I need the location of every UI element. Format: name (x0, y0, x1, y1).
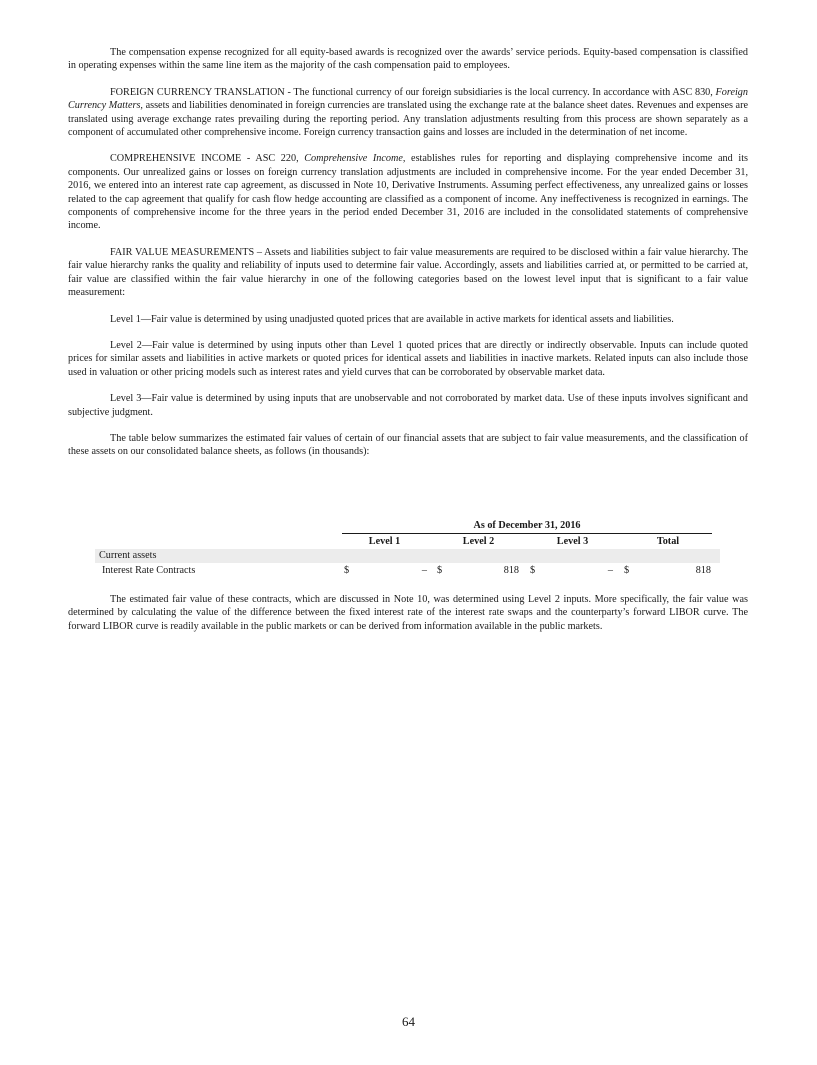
table-row (95, 563, 720, 577)
document-body-continued (68, 593, 748, 646)
currency-symbol-level-1: $ (344, 565, 350, 576)
fx-text-start: FOREIGN CURRENCY TRANSLATION - The functional currency of our foreign subsidiaries is the local currency. In accordance with ASC 830, (110, 86, 716, 98)
value-level-3: – (607, 565, 613, 576)
paragraph-table-intro: The table below summarizes the estimated fair values of certain of our financial assets that are subject to fair value measurements, and the classification of these assets on our consolidated balance sheets, as follows (in thousands): (68, 432, 748, 458)
fx-italic-term: Foreign Currency Matters (68, 86, 748, 112)
value-level-1: – (421, 565, 427, 576)
column-header-level-2: Level 2 (436, 535, 521, 550)
column-header-level-3: Level 3 (530, 535, 615, 550)
column-header-level-1: Level 1 (342, 535, 427, 550)
row-label-interest-rate-contracts: Interest Rate Contracts (102, 565, 196, 576)
ci-italic-term: Comprehensive Income, (304, 153, 406, 165)
paragraph-level-3: Level 3—Fair value is determined by using inputs that are unobservable and not corroborated by market data. Use of these inputs involves significant and subjective judgment. (68, 393, 748, 418)
column-header-total: Total (624, 535, 712, 550)
paragraph-fair-value-measurements: FAIR VALUE MEASUREMENTS – Assets and liabilities subject to fair value measurements are required to be disclosed within a fair value hierarchy. The fair value hierarchy ranks the quality and reliability of inputs used to determine fair value. Accordingly, assets and liabilities carried at, or permitted to be carried at, fair value are classified within the fair value hierarchy in one of the following categories based on the lowest level input that is significant to a fair value measurement: (68, 246, 748, 299)
paragraph-level-2: Level 2—Fair value is determined by using inputs other than Level 1 quoted prices that are directly or indirectly observable. Inputs can include quoted prices for similar assets and liabilities in active markets or quoted prices for identical assets and liabilities in inactive markets. Related inputs can also include those used in valuation or other pricing models such as interest rates and yield curves that can be corroborated by observable market data. (68, 339, 748, 378)
paragraph-equity-compensation: The compensation expense recognized for all equity-based awards is recognized over the awards’ service periods. Equity-based compensation is classified in operating expenses within the same line item as the majority of the cash compensation paid to employees. (68, 47, 748, 72)
table-title: As of December 31, 2016 (342, 519, 712, 534)
fx-text-end: , assets and liabilities denominated in foreign currencies are translated using the exchange rate at the balance sheet dates. Revenues and expenses are translated using average exchange rates prevailing during the reporting period. Any translation adjustments resulting from this process are shown separately as a component of accumulated other comprehensive income. Foreign currency transaction gains and losses are included in the determination of net income. (68, 100, 748, 139)
document-body (68, 46, 748, 472)
ci-text-start: COMPREHENSIVE INCOME - ASC 220, (110, 153, 305, 165)
paragraph-after-table: The estimated fair value of these contracts, which are discussed in Note 10, was determined using Level 2 inputs. More specifically, the fair value was determined by calculating the value of the difference between the fixed interest rate of the interest rate swaps and the counterparty’s forward LIBOR curve. The forward LIBOR curve is readily available in the public markets or can be derived from information available in the public markets. (68, 594, 748, 632)
paragraph-foreign-currency (68, 86, 748, 140)
currency-symbol-total: $ (624, 565, 630, 576)
section-label-current-assets: Current assets (99, 550, 157, 561)
page-number: 64 (402, 1014, 415, 1029)
value-level-2: 818 (503, 565, 519, 576)
ci-text-end: establishes rules for reporting and displaying comprehensive income and its components. Our unrealized gains or losses on foreign currency translation adjustments are included in comprehensive income. For the year ended December 31, 2016, we entered into an interest rate cap agreement, as discussed in Note 10, Derivative Instruments. Assuming perfect effectiveness, any unrealized gains or losses related to the cap agreement that qualify for cash flow hedge accounting are classified as a component of income. Any ineffectiveness is recognized in earnings. The components of comprehensive income for the three years in the period ended December 31, 2016 are included in the consolidated statements of comprehensive income. (68, 153, 748, 232)
paragraph-level-1: Level 1—Fair value is determined by using unadjusted quoted prices that are available in active markets for identical assets and liabilities. (110, 313, 674, 325)
table-row-section (95, 549, 720, 563)
currency-symbol-level-2: $ (437, 565, 443, 576)
currency-symbol-level-3: $ (530, 565, 536, 576)
paragraph-comprehensive-income (68, 152, 748, 232)
value-total: 818 (695, 565, 711, 576)
